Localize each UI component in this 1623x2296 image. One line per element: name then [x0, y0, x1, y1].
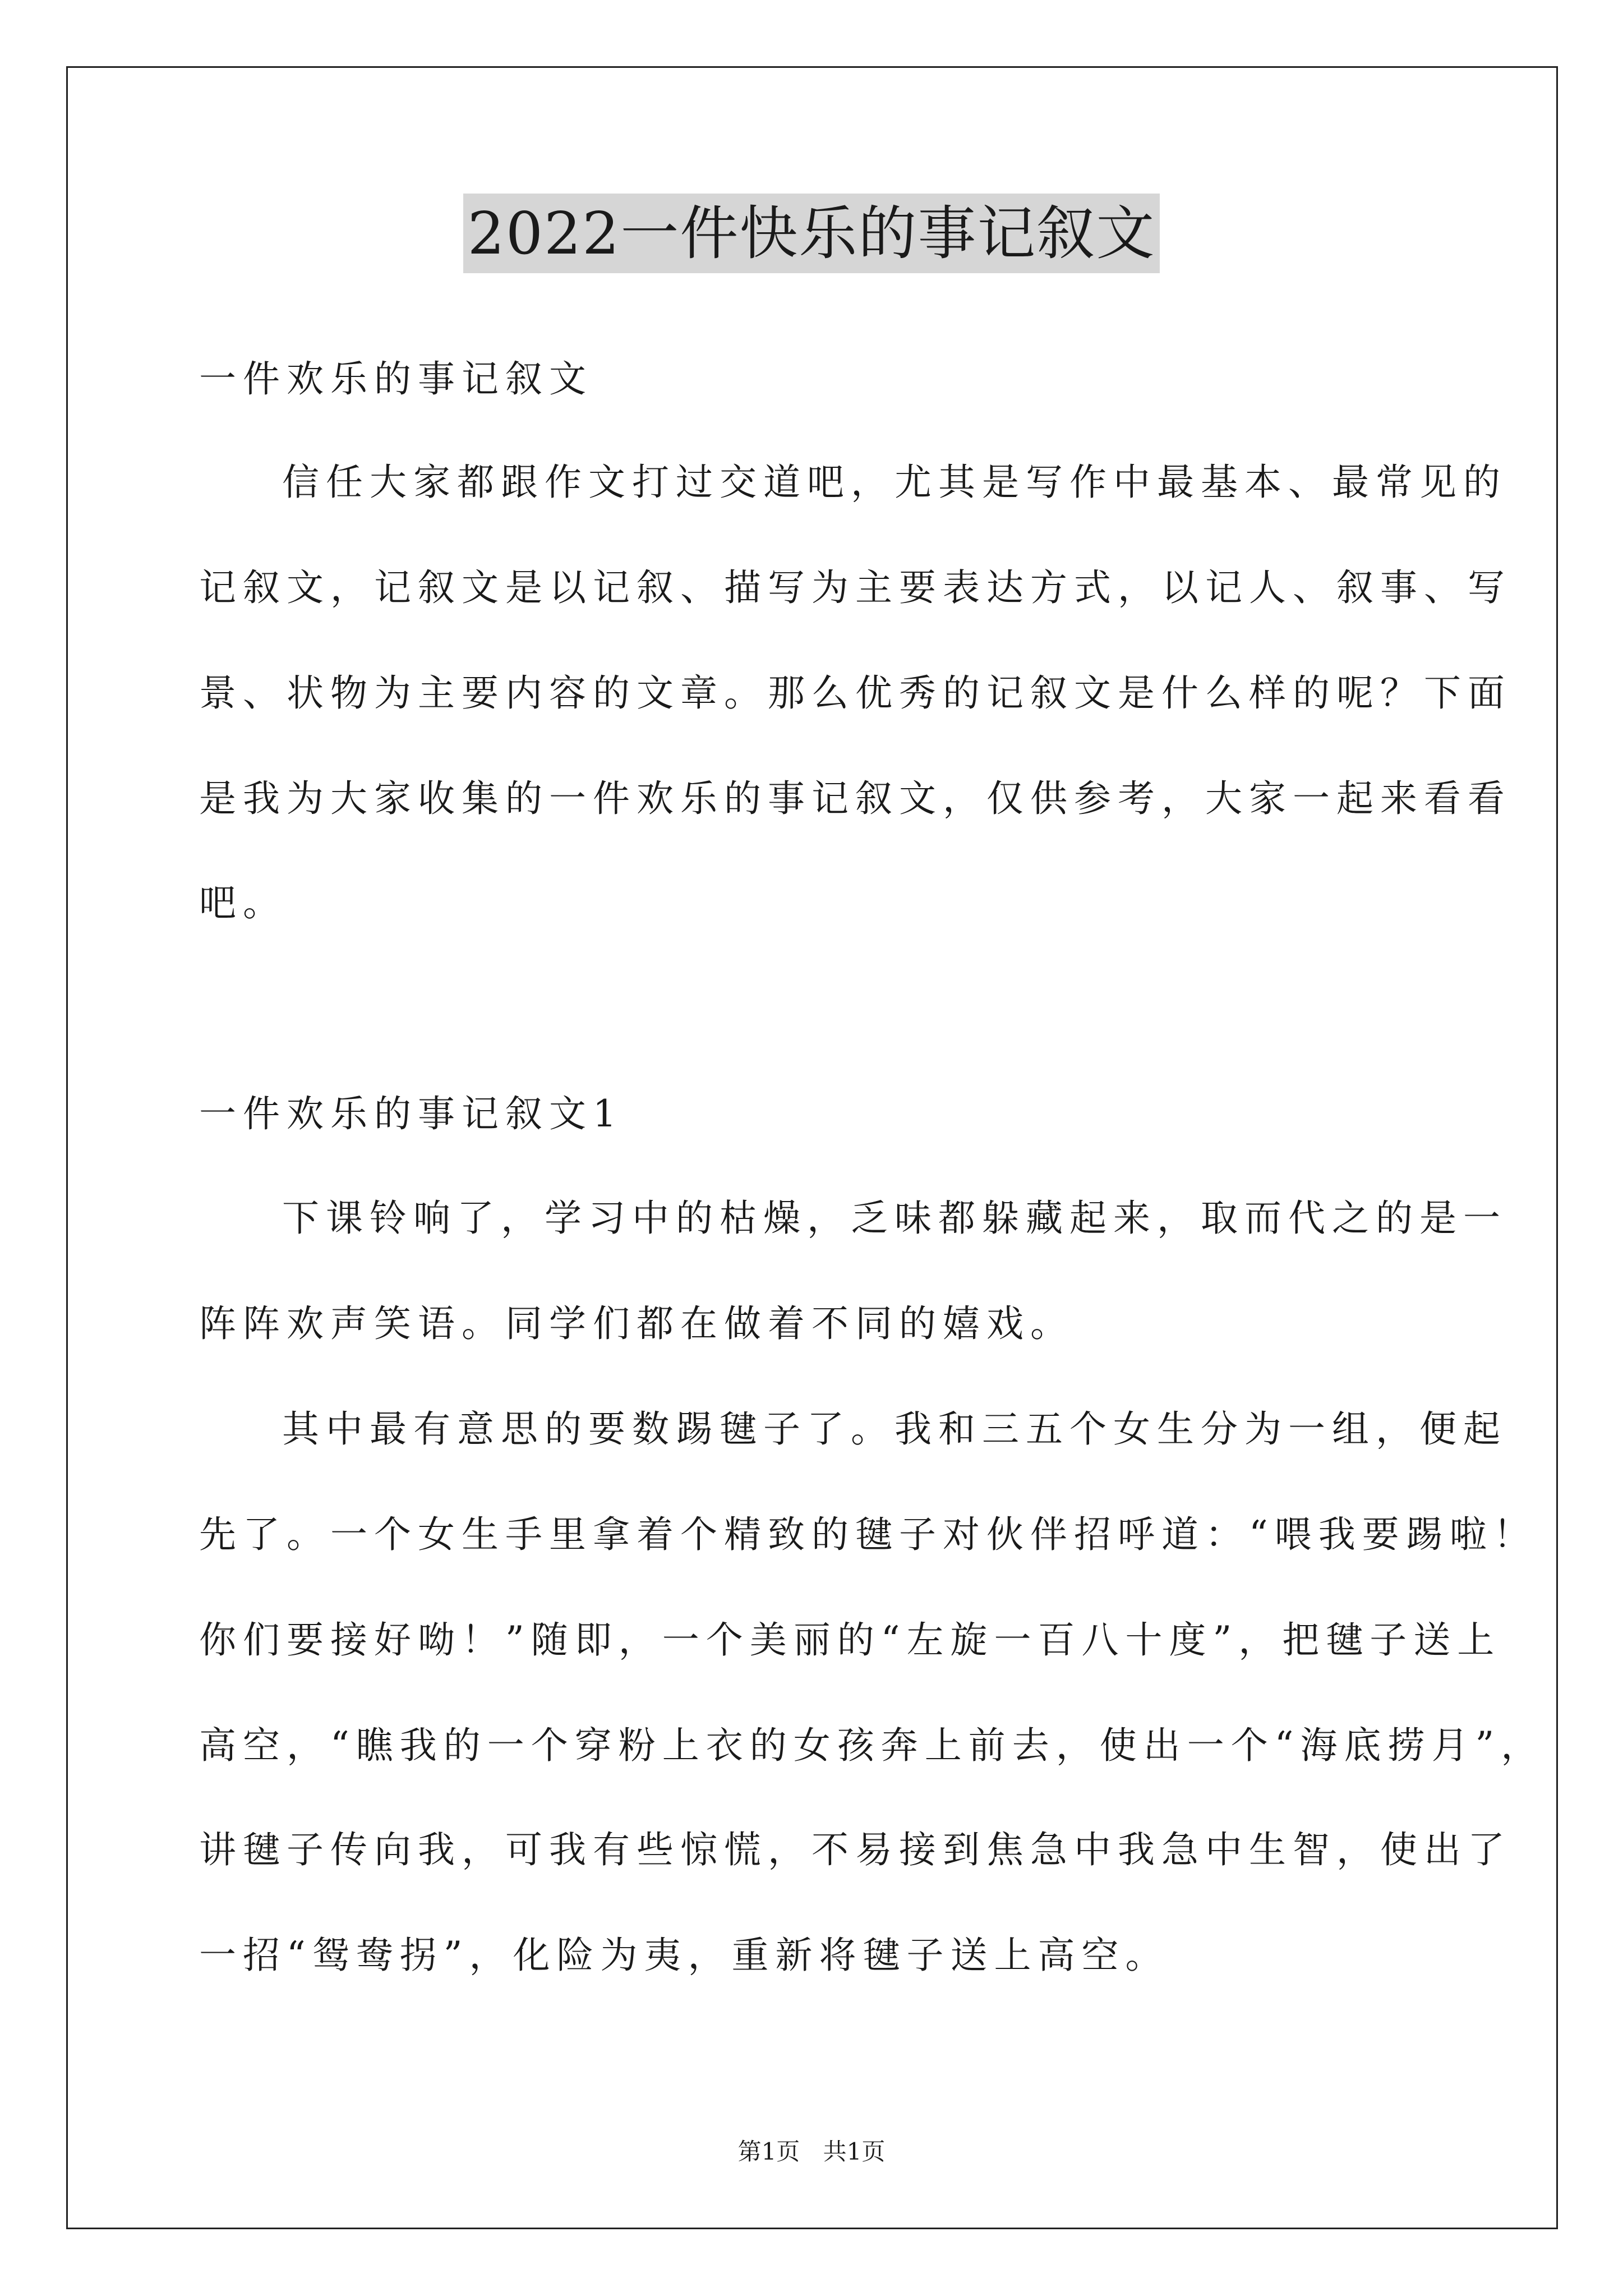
- paragraph-line: 记叙文，记叙文是以记叙、描写为主要表达方式，以记人、叙事、写: [199, 566, 1511, 609]
- paragraph-line: 阵阵欢声笑语。同学们都在做着不同的嬉戏。: [199, 1302, 1074, 1345]
- paragraph-line: 一招“鸳鸯拐”，化险为夷，重新将毽子送上高空。: [199, 1934, 1169, 1977]
- title-container: [0, 194, 1623, 273]
- paragraph-line: 是我为大家收集的一件欢乐的事记叙文，仅供参考，大家一起来看看: [199, 777, 1511, 820]
- paragraph-line: 其中最有意思的要数踢毽子了。我和三五个女生分为一组，便起: [282, 1407, 1507, 1451]
- paragraph-line: 景、状物为主要内容的文章。那么优秀的记叙文是什么样的呢？下面: [199, 671, 1511, 715]
- section-heading: 一件欢乐的事记叙文1: [199, 1092, 623, 1135]
- paragraph-line: 先了。一个女生手里拿着个精致的毽子对伙伴招呼道：“喂我要踢啦！: [199, 1513, 1537, 1556]
- paragraph-line: 你们要接好呦！”随即，一个美丽的“左旋一百八十度”，把毽子送上: [199, 1618, 1501, 1662]
- intro-heading: 一件欢乐的事记叙文: [199, 357, 593, 401]
- page-number: 第1页: [737, 2138, 800, 2165]
- paragraph-line: 下课铃响了，学习中的枯燥，乏味都躲藏起来，取而代之的是一: [282, 1197, 1507, 1240]
- paragraph-line: 讲毽子传向我，可我有些惊慌，不易接到焦急中我急中生智，使出了: [199, 1828, 1511, 1871]
- page-footer: [0, 2136, 1623, 2168]
- paragraph-line: 信任大家都跟作文打过交道吧，尤其是写作中最基本、最常见的: [282, 461, 1507, 504]
- paragraph-line: 吧。: [199, 881, 287, 924]
- paragraph-line: 高空，“瞧我的一个穿粉上衣的女孩奔上前去，使出一个“海底捞月”，: [199, 1724, 1545, 1767]
- document-title: 2022一件快乐的事记叙文: [463, 194, 1160, 273]
- page-total: 共1页: [823, 2138, 886, 2165]
